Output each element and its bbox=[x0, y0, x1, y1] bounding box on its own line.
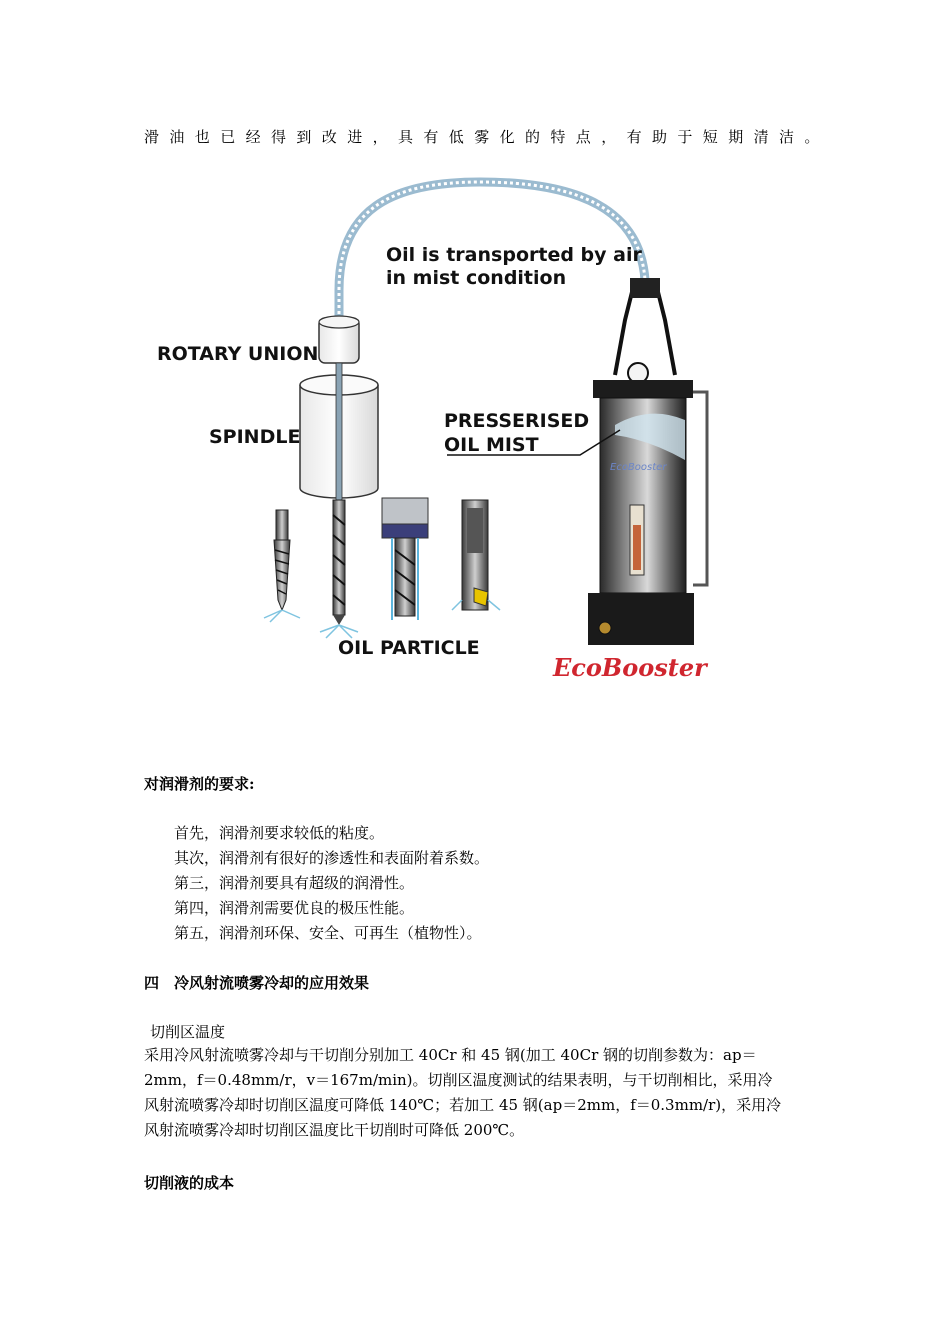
label-oil-particle: OIL PARTICLE bbox=[338, 637, 480, 659]
label-air-line1: Oil is transported by air bbox=[386, 244, 642, 266]
spindle bbox=[300, 363, 378, 503]
requirement-item: 首先，润滑剂要求较低的粘度。 bbox=[174, 824, 385, 842]
requirement-item: 第五，润滑剂环保、安全、可再生（植物性）。 bbox=[174, 924, 482, 942]
end-mill-tool bbox=[382, 498, 428, 620]
requirement-item: 第三，润滑剂要具有超级的润滑性。 bbox=[174, 874, 415, 892]
tap-tool bbox=[264, 510, 300, 622]
label-mist-line2: OIL MIST bbox=[444, 434, 539, 456]
requirements-heading: 对润滑剂的要求: bbox=[144, 775, 255, 793]
top-text-line: 滑油也已经得到改进，具有低雾化的特点，有助于短期清洁。 bbox=[144, 128, 830, 146]
paragraph-line: 风射流喷雾冷却时切削区温度比干切削时可降低 200℃。 bbox=[144, 1121, 525, 1139]
indexable-cutter-tool bbox=[452, 500, 500, 610]
section4-heading: 四 冷风射流喷雾冷却的应用效果 bbox=[144, 974, 370, 992]
label-rotary-union: ROTARY UNION bbox=[157, 343, 319, 365]
temperature-subtitle: 切削区温度 bbox=[150, 1023, 226, 1041]
tank-brand-small: EcoBooster bbox=[610, 462, 667, 473]
paragraph-line: 采用冷风射流喷雾冷却与干切削分别加工 40Cr 和 45 钢(加工 40Cr 钢的切削参数为：ap＝ bbox=[144, 1046, 757, 1064]
mql-system-diagram bbox=[140, 170, 740, 690]
label-mist-line1: PRESSERISED bbox=[444, 410, 590, 432]
label-air-line2: in mist condition bbox=[386, 267, 567, 289]
paragraph-line: 2mm，f＝0.48mm/r，v＝167m/min)。切削区温度测试的结果表明，与干切削相比，采用冷 bbox=[144, 1071, 773, 1089]
requirement-item: 其次，润滑剂有很好的渗透性和表面附着系数。 bbox=[174, 849, 490, 867]
requirement-item: 第四，润滑剂需要优良的极压性能。 bbox=[174, 899, 415, 917]
paragraph-line: 风射流喷雾冷却时切削区温度可降低 140℃；若加工 45 钢(ap＝2mm，f＝0.3mm/r)，采用冷 bbox=[144, 1096, 782, 1114]
drill-tool bbox=[320, 500, 358, 638]
label-spindle: SPINDLE bbox=[209, 426, 301, 448]
cost-heading: 切削液的成本 bbox=[144, 1174, 235, 1192]
ecobooster-logo: EcoBooster bbox=[553, 653, 707, 682]
temperature-paragraph bbox=[144, 1043, 808, 1143]
